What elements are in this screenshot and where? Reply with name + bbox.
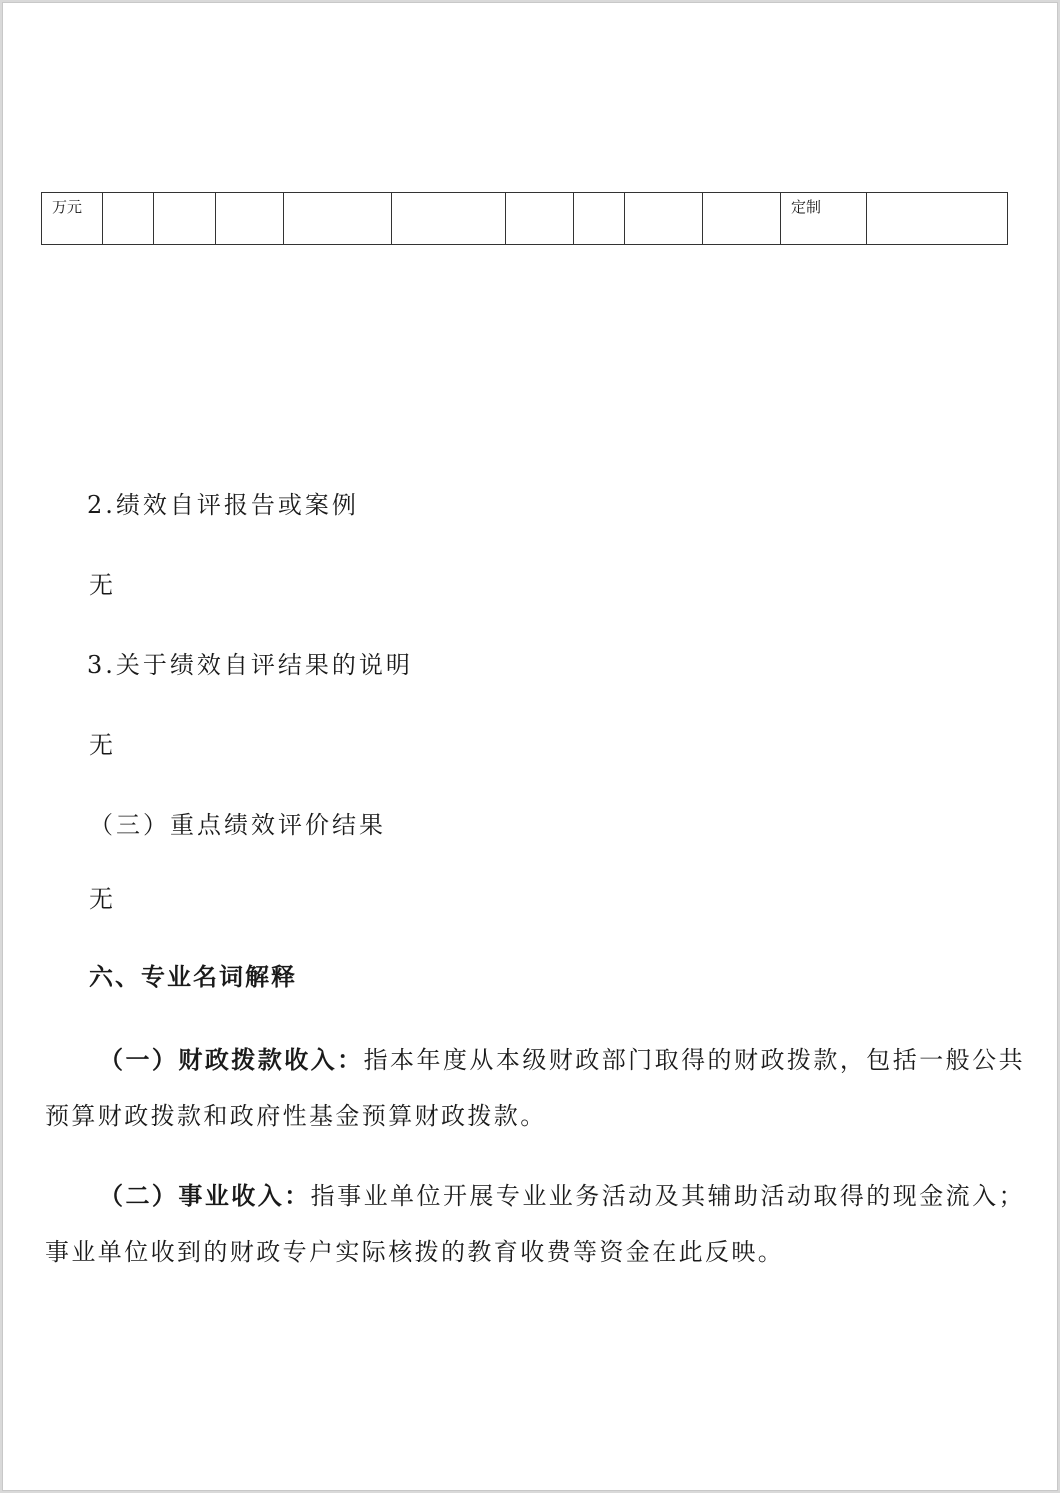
table-cell (574, 193, 625, 245)
document-page (2, 2, 1058, 1491)
budget-table (41, 192, 1008, 245)
section-heading-terms: 六、专业名词解释 (89, 962, 297, 991)
table-cell (216, 193, 284, 245)
table-cell-custom: 定制 (781, 193, 867, 245)
heading-self-evaluation-explanation: 3.关于绩效自评结果的说明 (87, 651, 413, 679)
term-label: （一）财政拨款收入： (99, 1045, 364, 1074)
table-cell (625, 193, 703, 245)
heading-self-evaluation-report: 2.绩效自评报告或案例 (87, 491, 359, 519)
text-none: 无 (89, 885, 116, 913)
table-cell (154, 193, 216, 245)
table-cell (284, 193, 392, 245)
table-cell (392, 193, 506, 245)
text-none: 无 (89, 731, 116, 759)
heading-key-evaluation-results: （三）重点绩效评价结果 (89, 811, 386, 839)
term-definition: 指本年度从本级财政部门取得的财政拨款，包括一般公共预算财政拨款和政府性基金预算财政拨款。 (45, 1046, 1026, 1130)
table-cell-unit: 万元 (42, 193, 103, 245)
term-paragraph-fiscal-appropriation (45, 1032, 1025, 1144)
table-cell (506, 193, 574, 245)
text-none: 无 (89, 571, 116, 599)
table-cell (867, 193, 1008, 245)
table-row (42, 193, 1008, 245)
term-label: （二）事业收入： (99, 1181, 311, 1210)
table-cell (103, 193, 154, 245)
term-paragraph-business-income (45, 1168, 1025, 1280)
term-definition: 指事业单位开展专业业务活动及其辅助活动取得的现金流入；事业单位收到的财政专户实际核拨的教育收费等资金在此反映。 (45, 1182, 1025, 1266)
table-cell (703, 193, 781, 245)
